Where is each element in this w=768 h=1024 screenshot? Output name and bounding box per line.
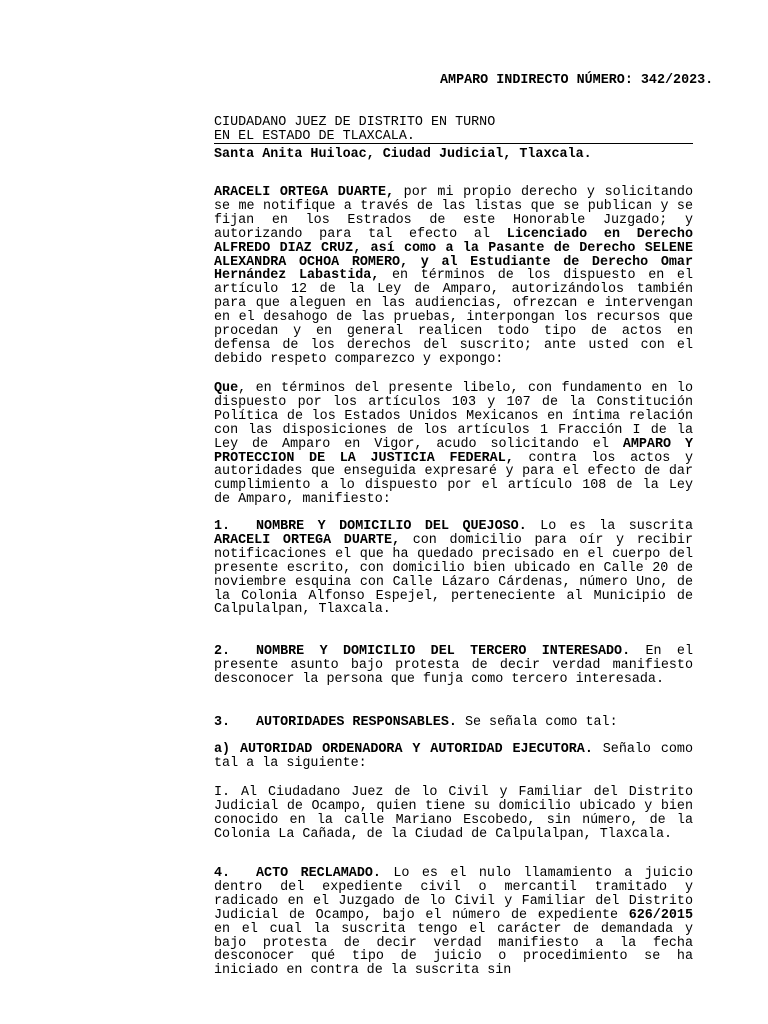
section-3-a [214, 743, 693, 771]
intro-text-1: por mi propio derecho y solicitando se me notifique a través de las listas que se publican y se fijan en los Estrados de este Honorable Juzgado; y autorizando para tal efecto al [214, 185, 693, 242]
section-3-item-i [214, 786, 693, 842]
section-1-title: NOMBRE Y DOMICILIO DEL QUEJOSO. [256, 519, 527, 534]
que-text-1: , en términos del presente libelo, con fundamento en lo dispuesto por los artículos 103 y 107 de la Constitución Política de los Estados Unidos Mexicanos en íntima relación con las disposiciones de los artículos 1 Fracción I de la Ley de Amparo en Vigor, acudo solicitando el [214, 381, 693, 452]
section-3-number: 3. [214, 715, 231, 730]
que-label: Que [214, 381, 239, 396]
section-3-item-i-text: Al Ciudadano Juez de lo Civil y Familiar del Distrito Judicial de Ocampo, quien tiene su domicilio ubicado y bien conocido en la calle Mariano Escobedo, sin número, de la Colonia La Cañada, de la Ciudad de Calpulalpan, Tlaxcala. [214, 785, 693, 842]
section-2-title: NOMBRE Y DOMICILIO DEL TERCERO INTERESADO. [256, 644, 631, 659]
section-1-text-1: Lo es la suscrita [526, 519, 693, 534]
intro-text-2: en términos de los dispuesto en el artículo 12 de la Ley de Amparo, autorizándolos también para que aleguen en las audiencias, ofrezcan e intervengan en el desahogo de las pruebas, interpongan los recursos que procedan y en general realicen todo tipo de actos en defensa de los derechos del suscrito; ante usted con el debido respeto comparezco y expongo: [214, 268, 693, 367]
que-paragraph [214, 382, 693, 507]
header-rule [214, 143, 693, 144]
addressee-line-2: EN EL ESTADO DE TLAXCALA. [214, 129, 415, 144]
section-3-title: AUTORIDADES RESPONSABLES. [256, 715, 457, 730]
section-3-item-i-number: I. [214, 785, 231, 800]
que-text-2: contra los actos y autoridades que enseguida expresaré y para el efecto de dar cumplimiento a lo dispuesto por el artículo 108 de la Ley de Amparo, manifiesto: [214, 450, 693, 508]
intro-paragraph [214, 186, 693, 367]
section-4-number: 4. [214, 866, 231, 881]
section-4-text-1: Lo es el nulo llamamiento a juicio dentro del expediente civil o mercantil tramitado y radicado en el Juzgado de lo Civil y Familiar del Distrito Judicial de Ocampo, bajo el número de expediente [214, 866, 693, 923]
intro-authorized: Licenciado en Derecho ALFREDO DIAZ CRUZ, así como a la Pasante de Derecho SELENE ALEXANDRA OCHOA ROMERO, y al Estudiante de Derecho Omar Hernández Labastida, [214, 226, 693, 284]
section-4-text-2: en el cual la suscrita tengo el carácter de demandada y bajo protesta de decir verdad manifiesto a la fecha desconocer qué tipo de juicio o procedimiento se ha iniciado en contra de la suscrita sin [214, 921, 693, 979]
case-number: AMPARO INDIRECTO NÚMERO: 342/2023. [440, 73, 714, 88]
section-1-number: 1. [214, 519, 231, 534]
section-3-a-text: Señalo como tal a la siguiente: [214, 742, 693, 771]
intro-name: ARACELI ORTEGA DUARTE, [214, 185, 395, 200]
addressee-line-1: CIUDADANO JUEZ DE DISTRITO EN TURNO [214, 115, 496, 130]
que-amparo: AMPARO Y PROTECCION DE LA JUSTICIA FEDERAL, [214, 436, 693, 466]
section-1-name: ARACELI ORTEGA DUARTE, [214, 532, 401, 548]
section-2 [214, 645, 693, 687]
section-3 [214, 716, 693, 730]
section-4-expediente: 626/2015 [628, 907, 693, 923]
court-address: Santa Anita Huiloac, Ciudad Judicial, Tlaxcala. [214, 147, 592, 162]
section-3-text: Se señala como tal: [456, 715, 618, 730]
section-3-a-title: a) AUTORIDAD ORDENADORA Y AUTORIDAD EJECUTORA. [214, 742, 593, 757]
section-2-number: 2. [214, 644, 231, 659]
section-4 [214, 867, 693, 978]
section-2-text: En el presente asunto bajo protesta de decir verdad manifiesto desconocer la persona que funja como tercero interesada. [214, 644, 694, 687]
section-1-text-2: con domicilio para oír y recibir notificaciones el que ha quedado precisado en el cuerpo del presente escrito, con domicilio bien ubicado en Calle 20 de noviembre esquina con Calle Lázaro Cárdenas, número Uno, de la Colonia Alfonso Espejel, perteneciente al Municipio de Calpulalpan, Tlaxcala. [214, 532, 693, 618]
section-1 [214, 520, 693, 617]
section-4-title: ACTO RECLAMADO. [256, 866, 381, 881]
